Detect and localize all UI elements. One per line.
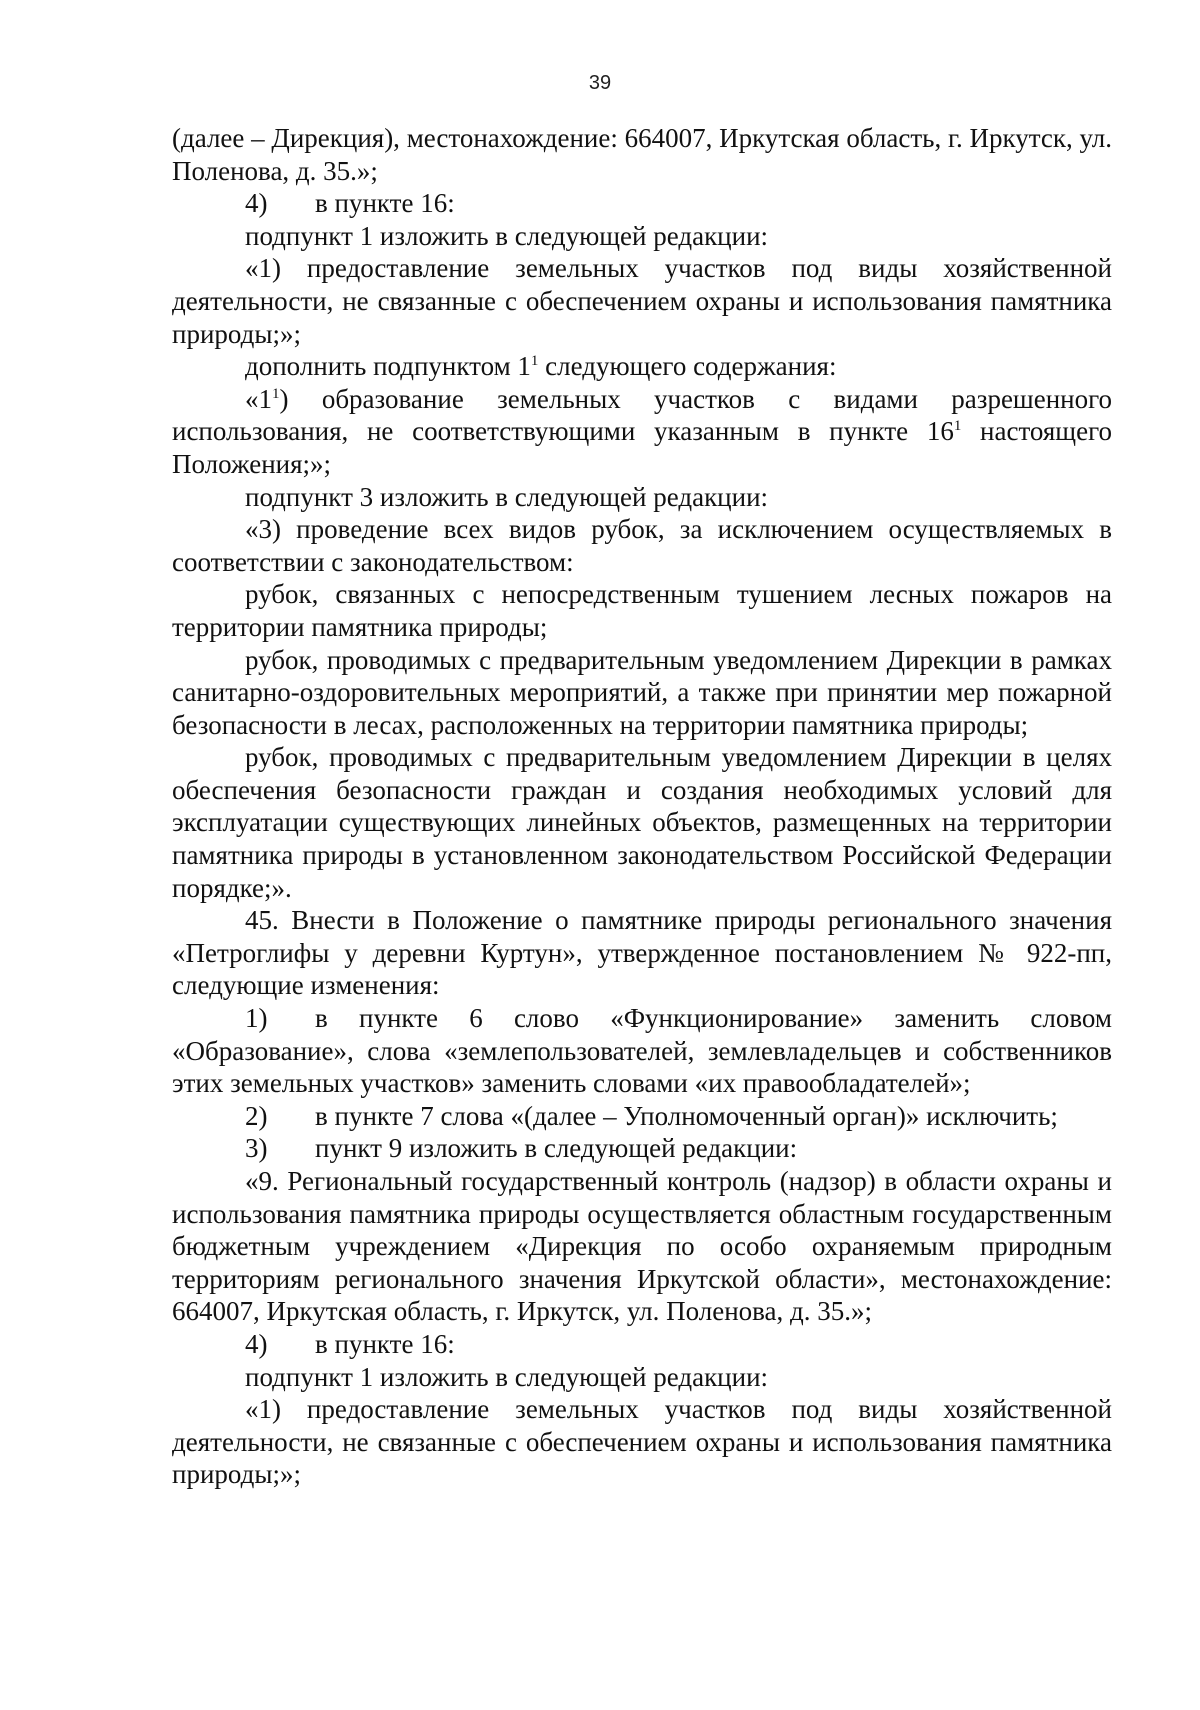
paragraph-text: «1) предоставление земельных участков под виды хозяйственной деятельности, не связанные с обеспечением охраны и использования памятника природы;»; <box>172 253 1112 349</box>
paragraph-text: дополнить подпунктом 1 <box>245 351 531 382</box>
paragraph-4 <box>172 252 1112 350</box>
paragraph-text: ) образование земельных участков с видами разрешенного использования, не соответствующими указанным в пункте 16 <box>172 383 1112 447</box>
paragraph-13 <box>172 1002 1112 1100</box>
paragraph-text: подпункт 3 изложить в следующей редакции: <box>245 481 769 512</box>
paragraph-text: «1) предоставление земельных участков под виды хозяйственной деятельности, не связанные с обеспечением охраны и использования памятника природы;»; <box>172 1394 1112 1490</box>
paragraph-text: рубок, связанных с непосредственным тушением лесных пожаров на территории памятника природы; <box>172 579 1112 642</box>
paragraph-text: рубок, проводимых с предварительным уведомлением Дирекции в целях обеспечения безопасности граждан и создания необходимых условий для эксплуатации существующих линейных объектов, размещенных на территории памятника природы в установленном законодательством Российской Федерации порядке;». <box>172 742 1112 903</box>
paragraph-16 <box>172 1165 1112 1328</box>
paragraph-6 <box>172 383 1112 481</box>
paragraph-text: подпункт 1 изложить в следующей редакции: <box>245 220 769 251</box>
paragraph-1 <box>172 122 1112 187</box>
paragraph-2 <box>172 187 1112 220</box>
paragraph-text: следующего содержания: <box>538 351 837 382</box>
paragraph-12 <box>172 904 1112 1002</box>
item-number: 3) <box>245 1133 268 1164</box>
paragraph-15 <box>172 1132 1112 1165</box>
paragraph-8 <box>172 513 1112 578</box>
paragraph-text: настоящего Положения;»; <box>172 416 1112 479</box>
paragraph-3 <box>172 220 1112 253</box>
item-number: 4) <box>245 1328 268 1359</box>
paragraph-text: 45. Внести в Положение о памятнике природы регионального значения «Петроглифы у деревни Куртун», утвержденное постановлением № 922-пп, следующие изменения: <box>172 905 1112 1001</box>
paragraph-14 <box>172 1100 1112 1133</box>
paragraph-19 <box>172 1393 1112 1491</box>
paragraph-text: (далее – Дирекция), местонахождение: 664007, Иркутская область, г. Иркутск, ул. Поленова, д. 35.»; <box>172 123 1112 186</box>
paragraph-18 <box>172 1361 1112 1394</box>
paragraph-text: в пункте 6 слово «Функционирование» заменить словом «Образование», слова «землепользователей, землевладельцев и собственников этих земельных участков» заменить словами «их правообладателей»; <box>172 1003 1112 1099</box>
paragraph-5 <box>172 350 1112 383</box>
paragraph-text: в пункте 7 слова «(далее – Уполномоченный орган)» исключить; <box>315 1100 1058 1131</box>
page-number: 39 <box>588 72 612 94</box>
paragraph-10 <box>172 644 1112 742</box>
paragraph-text: «3) проведение всех видов рубок, за исключением осуществляемых в соответствии с законодательством: <box>172 514 1112 577</box>
paragraph-17 <box>172 1328 1112 1361</box>
paragraph-text: «9. Региональный государственный контроль (надзор) в области охраны и использования памятника природы осуществляется областным государственным бюджетным учреждением «Дирекция по особо охраняемым природным территориям регионального значения Иркутской области», местонахождение: 664007, Иркутская область, г. Иркутск, ул. Поленова, д. 35.»; <box>172 1166 1112 1327</box>
paragraph-7 <box>172 481 1112 514</box>
paragraph-11 <box>172 741 1112 904</box>
paragraph-9 <box>172 578 1112 643</box>
superscript: 1 <box>953 418 962 435</box>
paragraph-text: в пункте 16: <box>315 188 455 219</box>
paragraph-text: в пункте 16: <box>315 1328 455 1359</box>
paragraph-text: пункт 9 изложить в следующей редакции: <box>315 1133 798 1164</box>
document-body <box>172 122 1112 1491</box>
paragraph-text: «1 <box>245 383 272 414</box>
item-number: 1) <box>245 1003 268 1034</box>
paragraph-text: подпункт 1 изложить в следующей редакции: <box>245 1361 769 1392</box>
item-number: 4) <box>245 188 268 219</box>
superscript: 1 <box>272 385 280 402</box>
paragraph-text: рубок, проводимых с предварительным уведомлением Дирекции в рамках санитарно-оздоровительных мероприятий, а также при принятии мер пожарной безопасности в лесах, расположенных на территории памятника природы; <box>172 644 1112 740</box>
item-number: 2) <box>245 1100 268 1131</box>
superscript: 1 <box>530 353 539 370</box>
